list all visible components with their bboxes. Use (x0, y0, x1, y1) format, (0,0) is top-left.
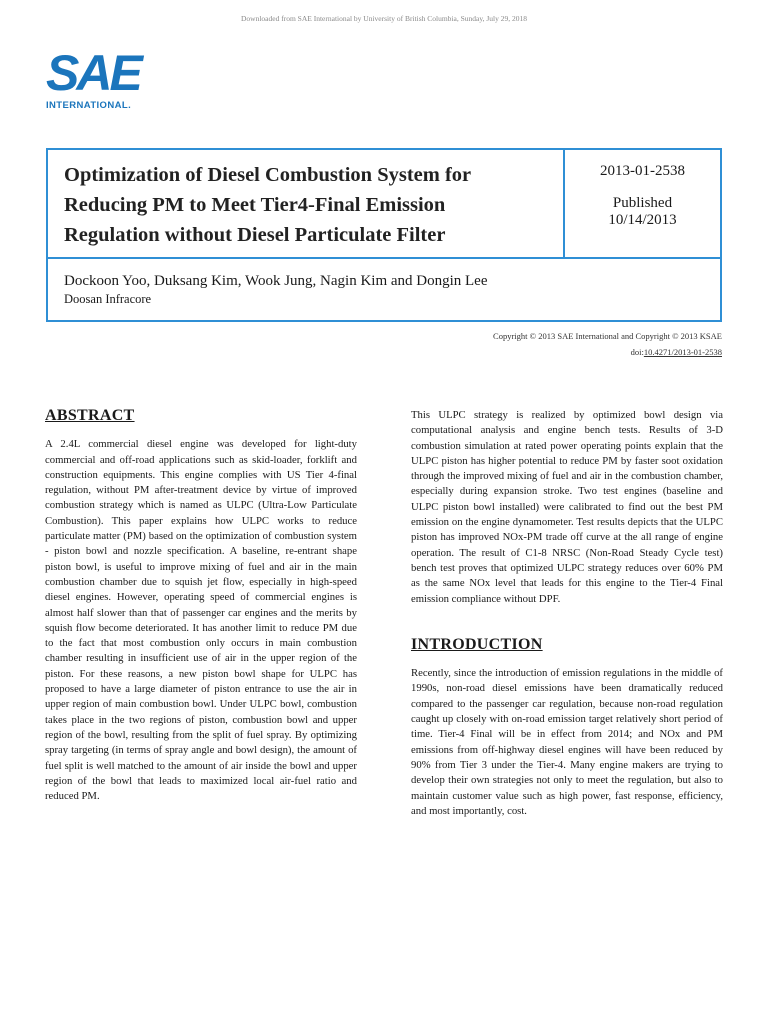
title-line-1: Optimization of Diesel Combustion System for (64, 164, 472, 186)
title-line-3: Regulation without Diesel Particulate Filter (64, 224, 446, 246)
introduction-heading: INTRODUCTION (411, 635, 543, 653)
published-date: 10/14/2013 (608, 212, 677, 228)
publication-meta (565, 150, 720, 259)
abstract-continuation: This ULPC strategy is realized by optimized bowl design via computational analysis and engine bench tests. Results of 3-D combustion simulation at rated power operating points explain that the ULPC piston has higher potential to reduce PM by faster soot oxidation through the improved mixing of fuel and air in the combustion chamber, especially during expansion stroke. Two test engines (baseline and ULPC piston bowl installed) were calibrated to find out the best PM emission on the engine dynamometer. Test results depicts that the ULPC piston has improved NOx-PM trade off curve at the all range of engine operation. The result of C1-8 NRSC (Non-Road Steady Cycle test) bench test proves that optimized ULPC strategy reduces over 60% PM as the same NOx level that leads for this engine to the Tier-4 Final emission compliance without DPF. (411, 409, 723, 605)
title-box (46, 148, 722, 322)
doi-link[interactable]: 10.4271/2013-01-2538 (643, 347, 722, 357)
affiliation: Doosan Infracore (64, 292, 152, 306)
download-note: Downloaded from SAE International by University of British Columbia, Sunday, July 29, 2018 (241, 14, 527, 23)
doi-line (493, 344, 722, 360)
left-column (45, 408, 357, 804)
introduction-body: Recently, since the introduction of emission regulations in the middle of 1990s, non-road diesel emissions have been dramatically reduced compared to the passenger car regulation, because non-road regulation caught up closely with on-road emission target relatively short period of time. Tier-4 Final will be in effect from 2014; and NOx and PM emissions from off-highway diesel engines will have been reduced by 90% from Tier 3 under the Tier-4. Many engine makers are trying to develop their own strategies not only to meet the regulation, but also to maintain customer value such as high power, fast response, efficiency, and most importantly, cost. (411, 667, 723, 817)
paper-number: 2013-01-2538 (600, 163, 685, 179)
author-list: Dockoon Yoo, Duksang Kim, Wook Jung, Nagin Kim and Dongin Lee (64, 273, 488, 289)
authors-cell (48, 259, 720, 320)
abstract-body: A 2.4L commercial diesel engine was developed for light-duty commercial and off-road applications such as skid-loader, forklift and construction equipments. This engine complies with US Tier 4-final regulation, without PM after-treatment device by virtue of improved combustion strategy which is named as ULPC (Ultra-Low Particulate Combustion). This paper explains how ULPC works to reduce particulate matter (PM) based on the optimization of combustion system - piston bowl and nozzle specification. A baseline, re-entrant shape piston bowl, is useful to improve mixing of fuel and air in the main combustion chamber due to squish jet flow, especially in high-speed diesel engines. However, operating speed of commercial engines is almost half slower than that of passenger car engines and the merits by squish flow become deteriorated. It has another limit to reduce PM due to the fact that most combustion only occurs in main combustion chamber resulting in insufficient use of air in the upper region of the piston. For these reasons, a new piston bowl shape for ULPC has proposed to have a large diameter of piston entrance to use the air in upper region of main combustion bowl. Under ULPC bowl, combustion takes place in the two regions of piston, combustion bowl and upper region of the bowl, resulting from the split of fuel spray. By optimizing spray targeting (in terms of spray angle and bowl design), the amount of fuel split is well matched to the amount of air inside the bowl and upper region of the bowl that leads to maximized local air-fuel ratio and reduced PM. (45, 438, 357, 803)
logo-international-text: INTERNATIONAL. (46, 100, 132, 111)
copyright-line: Copyright © 2013 SAE International and Copyright © 2013 KSAE (493, 331, 722, 341)
title-cell (48, 150, 565, 259)
abstract-heading: ABSTRACT (45, 407, 135, 424)
right-column (411, 408, 723, 819)
logo-sae-text: SAE (46, 45, 140, 101)
published-label: Published (612, 195, 673, 211)
title-line-2: Reducing PM to Meet Tier4-Final Emission (64, 194, 446, 216)
doi-label: doi: (630, 347, 644, 357)
copyright-block (493, 328, 722, 360)
sae-international-logo (46, 45, 146, 114)
paper-title (64, 160, 547, 250)
